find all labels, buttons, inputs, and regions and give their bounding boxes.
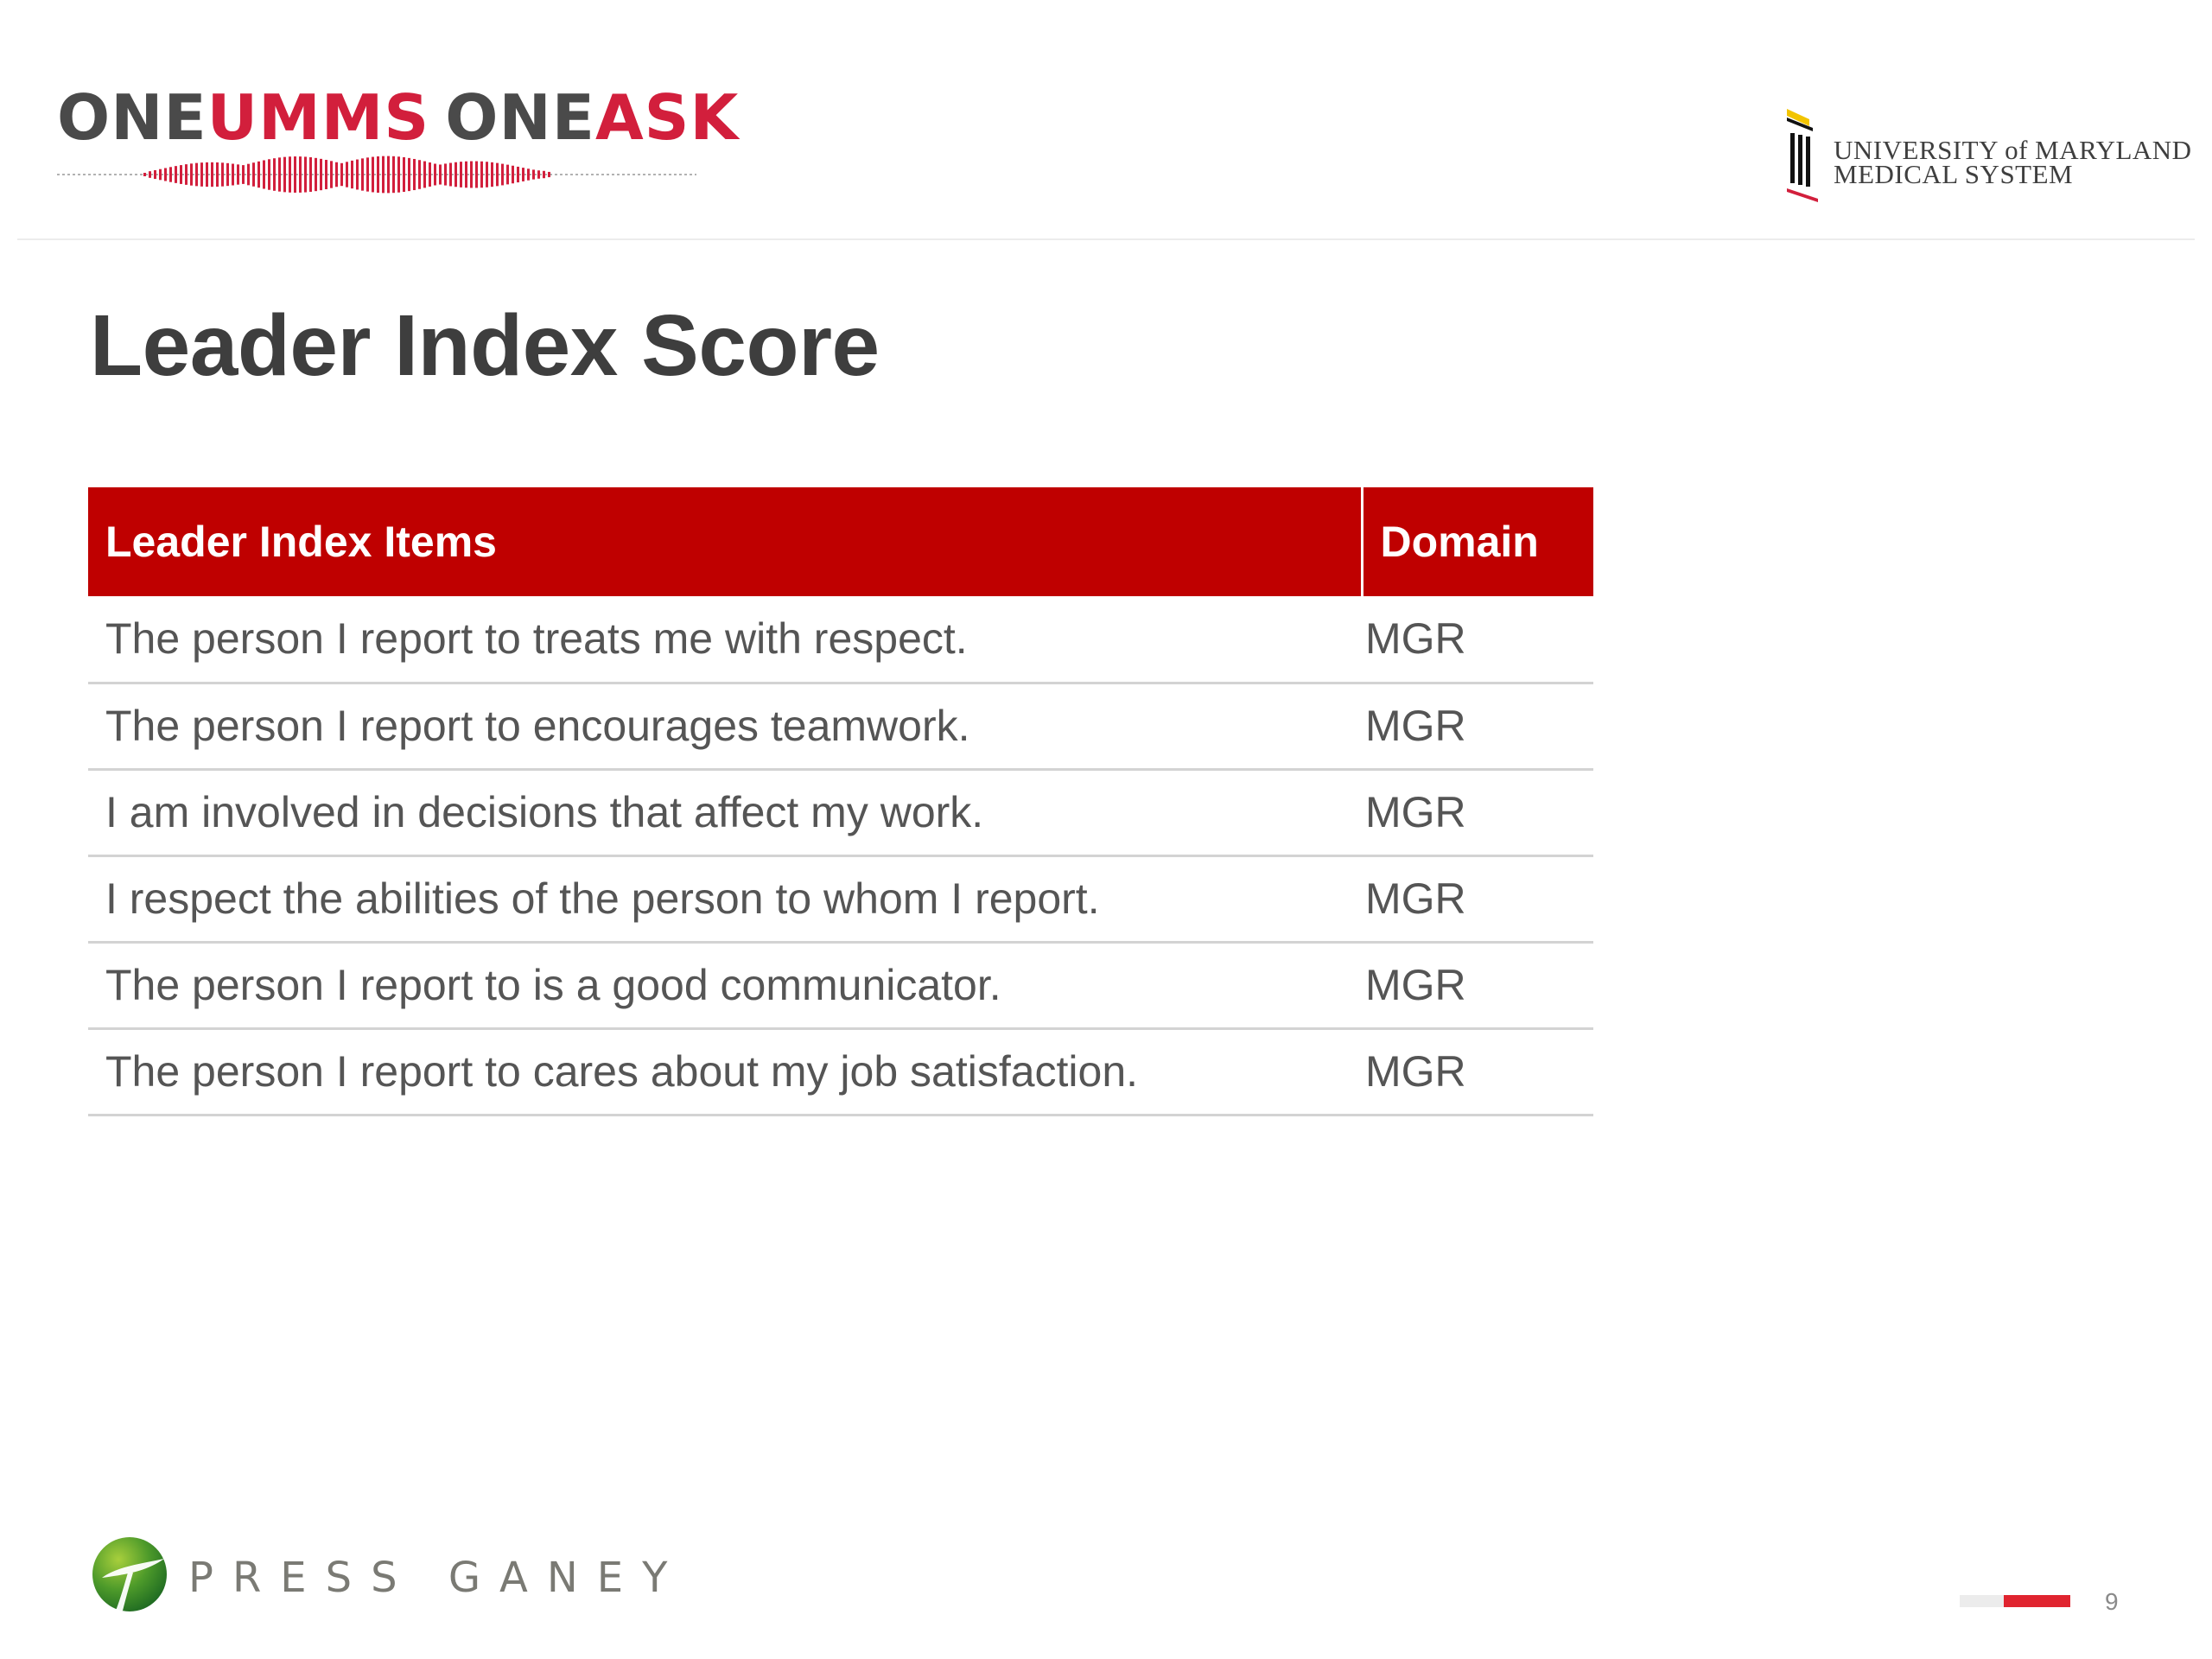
soundwave-bar: [180, 165, 182, 184]
soundwave-bar: [257, 162, 260, 188]
soundwave-bar: [377, 156, 379, 193]
soundwave-bar: [506, 165, 509, 185]
soundwave-bar: [465, 162, 467, 188]
soundwave-bar: [517, 167, 519, 182]
soundwave-bar: [247, 164, 250, 186]
item-cell: The person I report to treats me with respect.: [88, 596, 1362, 683]
soundwave-bar: [263, 160, 265, 188]
umms-wordmark: [1834, 135, 2192, 189]
table-row: [88, 942, 1593, 1028]
soundwave-bar: [159, 169, 162, 181]
soundwave-bar: [418, 160, 421, 189]
soundwave-bar: [216, 162, 219, 187]
soundwave-bar: [480, 162, 483, 188]
leader-index-table: [88, 487, 1593, 1116]
soundwave-bar: [449, 163, 452, 187]
soundwave-bar: [190, 163, 193, 185]
soundwave-bar: [496, 163, 499, 187]
soundwave-bar: [486, 162, 488, 188]
domain-cell: MGR: [1362, 596, 1593, 683]
soundwave-bar: [206, 162, 208, 187]
item-cell: The person I report to is a good communicator.: [88, 942, 1362, 1028]
soundwave-bar: [382, 156, 385, 194]
soundwave-bar: [501, 164, 504, 186]
soundwave-bar: [439, 164, 442, 184]
soundwave-bar: [304, 156, 307, 192]
soundwave-bar: [361, 158, 364, 190]
table-row: [88, 596, 1593, 683]
soundwave-bar: [351, 161, 353, 188]
soundwave-bar: [325, 160, 327, 189]
item-cell: I respect the abilities of the person to whom I report.: [88, 855, 1362, 942]
umms-line-2: MEDICAL SYSTEM: [1834, 159, 2074, 189]
column-header-items: Leader Index Items: [88, 487, 1362, 596]
domain-cell: MGR: [1362, 683, 1593, 769]
domain-cell: MGR: [1362, 769, 1593, 855]
soundwave-bar: [283, 157, 286, 193]
soundwave-bar: [340, 163, 343, 186]
soundwave-bar: [444, 163, 447, 185]
brand-word-umms: UMMS: [207, 81, 430, 154]
soundwave-bar: [299, 156, 302, 193]
item-cell: The person I report to encourages teamwork.: [88, 683, 1362, 769]
soundwave-bar: [397, 156, 400, 192]
brand-wordmark: [57, 81, 740, 154]
slide-progress-fill: [2004, 1595, 2070, 1607]
soundwave-bar: [543, 171, 545, 178]
slide-progress-bar: [1960, 1595, 2070, 1607]
domain-cell: MGR: [1362, 1028, 1593, 1115]
soundwave-bar: [175, 166, 177, 183]
soundwave-bar: [149, 171, 151, 178]
soundwave-bar: [366, 157, 369, 191]
soundwave-bar: [195, 163, 198, 187]
soundwave-bar: [408, 158, 410, 191]
soundwave-bar: [164, 168, 167, 181]
item-cell: The person I report to cares about my job satisfaction.: [88, 1028, 1362, 1115]
soundwave-bar: [211, 162, 213, 187]
soundwave-bar: [143, 173, 146, 176]
soundwave-bar: [273, 158, 276, 191]
soundwave-bar: [356, 160, 359, 190]
soundwave-bar: [403, 157, 405, 192]
soundwave-bar: [522, 168, 524, 181]
soundwave-bar: [226, 163, 229, 186]
soundwave-bar: [242, 165, 245, 184]
soundwave-bar: [252, 162, 255, 187]
soundwave-bar: [434, 164, 436, 186]
soundwave-bar: [392, 156, 395, 193]
table-row: [88, 683, 1593, 769]
oneumms-oneask-logo: [57, 81, 740, 190]
umms-line-1: UNIVERSITY of MARYLAND: [1834, 135, 2192, 165]
soundwave-bar: [221, 162, 224, 186]
press-ganey-globe-icon: [90, 1533, 169, 1616]
domain-cell: MGR: [1362, 942, 1593, 1028]
university-of-maryland-medical-system-logo: [1783, 105, 2192, 209]
soundwave-bar: [470, 162, 473, 188]
soundwave-bar: [330, 161, 333, 188]
press-ganey-wordmark: PRESS GANEY: [188, 1554, 687, 1602]
soundwave-bar: [289, 156, 291, 193]
soundwave-bar: [429, 162, 431, 187]
soundwave-bar: [268, 159, 270, 189]
soundwave-bar: [454, 162, 457, 188]
soundwave-bar: [237, 164, 239, 184]
header-divider: [17, 238, 2195, 240]
soundwave-bar: [200, 162, 203, 187]
soundwave-bar: [537, 170, 540, 179]
soundwave-bar: [315, 158, 317, 191]
soundwave-bar: [372, 157, 374, 193]
soundwave-bar: [491, 162, 493, 187]
soundwave-bar: [309, 157, 312, 192]
soundwave-bar: [232, 164, 234, 186]
brand-word-ask: ASK: [594, 81, 740, 154]
soundwave-bar: [423, 162, 426, 188]
page-title: Leader Index Score: [90, 297, 880, 394]
soundwave-bar: [335, 162, 338, 188]
table-row: [88, 769, 1593, 855]
soundwave-bar: [294, 156, 296, 193]
soundwave-bar: [278, 157, 281, 191]
soundwave-bar: [413, 159, 416, 190]
soundwave-bar: [154, 170, 156, 179]
soundwave-bar: [532, 169, 535, 179]
soundwave-bar: [460, 162, 462, 188]
soundwave-bar: [346, 162, 348, 187]
table-row: [88, 1028, 1593, 1115]
table-row: [88, 855, 1593, 942]
soundwave-bar: [527, 168, 530, 180]
soundwave-bar: [185, 164, 188, 185]
soundwave-bar: [548, 172, 550, 177]
umms-columns-icon: [1783, 105, 1828, 202]
soundwave-bar: [475, 162, 478, 188]
item-cell: I am involved in decisions that affect my work.: [88, 769, 1362, 855]
column-header-domain: Domain: [1362, 487, 1593, 596]
domain-cell: MGR: [1362, 855, 1593, 942]
soundwave-bar: [169, 167, 172, 181]
brand-word-one: ONE: [57, 81, 207, 154]
soundwave-bar: [387, 156, 390, 194]
soundwave-icon: [57, 154, 696, 195]
press-ganey-logo: [90, 1533, 695, 1619]
brand-word-one-2: ONE: [445, 81, 595, 154]
soundwave-bar: [512, 166, 514, 184]
soundwave-bar: [320, 159, 322, 190]
table-header-row: [88, 487, 1593, 596]
page-number: 9: [2105, 1588, 2119, 1615]
